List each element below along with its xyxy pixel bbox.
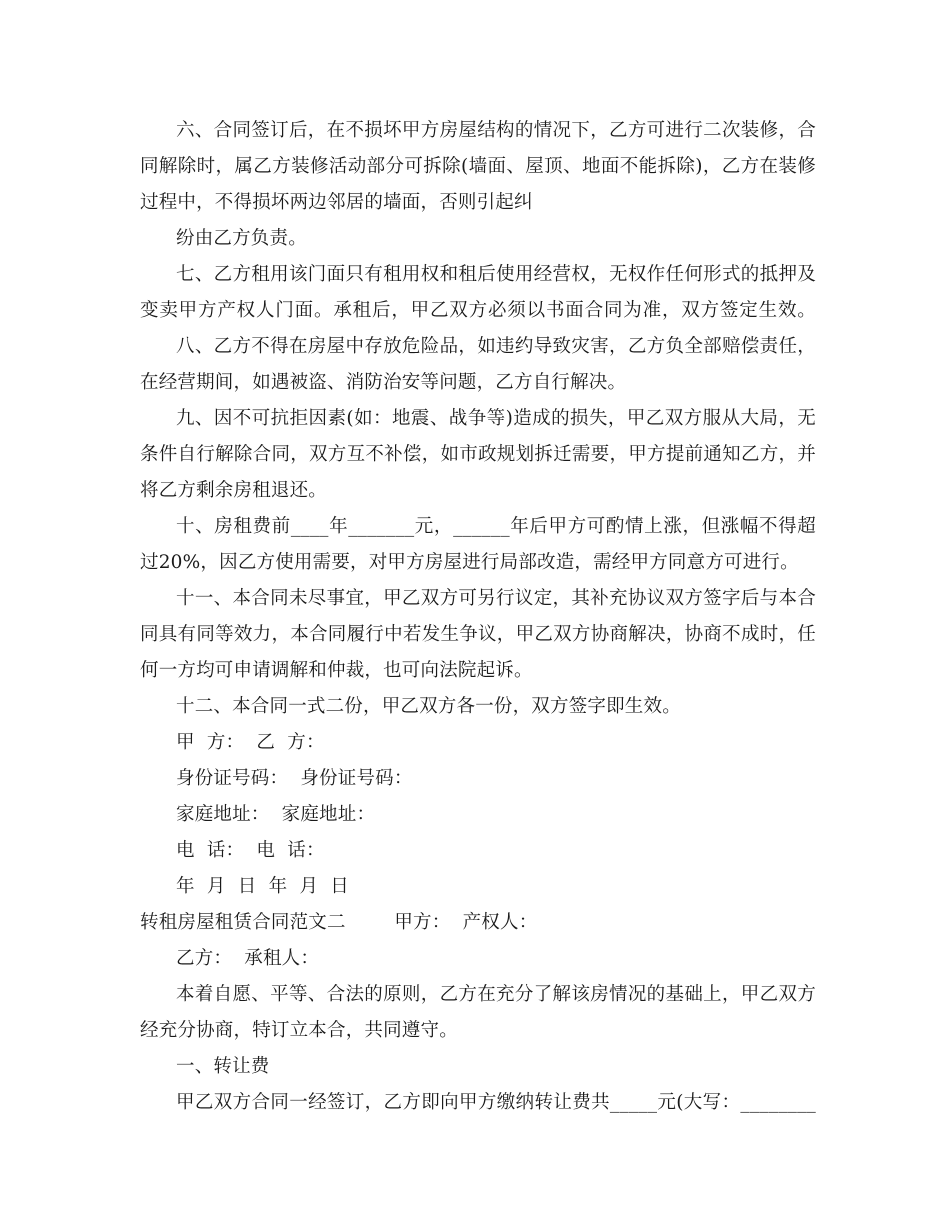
clause-11-line-3: 何一方均可申请调解和仲裁，也可向法院起诉。 — [140, 660, 533, 681]
clause-10-line-1: 十、房租费前____年_______元，______年后甲方可酌情上涨，但涨幅不得超 — [176, 516, 816, 537]
signature-date: 年 月 日 年 月 日 — [176, 876, 350, 897]
preamble-line-2: 经充分协商，特订立本合，共同遵守。 — [140, 1020, 458, 1041]
clause-10-line-2: 过20%，因乙方使用需要，对甲方房屋进行局部改造，需经甲方同意方可进行。 — [140, 552, 799, 573]
clause-9-line-2: 条件自行解除合同，双方互不补偿，如市政规划拆迁需要，甲方提前通知乙方，并 — [140, 444, 816, 465]
clause-11-line-2: 同具有同等效力，本合同履行中若发生争议，甲乙双方协商解决，协商不成时，任 — [140, 624, 816, 645]
clause-6-line-1: 六、合同签订后，在不损坏甲方房屋结构的情况下，乙方可进行二次装修，合 — [176, 120, 816, 141]
signature-phone: 电 话： 电 话： — [176, 840, 325, 861]
signature-party-labels: 甲 方： 乙 方： — [176, 732, 325, 753]
clause-8-line-1: 八、乙方不得在房屋中存放危险品，如违约导致灾害，乙方负全部赔偿责任， — [176, 336, 816, 357]
clause-6-line-4: 纷由乙方负责。 — [176, 228, 307, 249]
preamble-line-1: 本着自愿、平等、合法的原则，乙方在充分了解该房情况的基础上，甲乙双方 — [176, 984, 816, 1005]
section-transfer-fee-heading: 一、转让费 — [176, 1056, 270, 1077]
clause-9-line-3: 将乙方剩余房租退还。 — [140, 480, 328, 501]
second-contract-heading: 转租房屋租赁合同范文二 甲方： 产权人： — [140, 912, 538, 933]
clause-6-line-2: 同解除时，属乙方装修活动部分可拆除(墙面、屋顶、地面不能拆除)，乙方在装修 — [140, 156, 816, 177]
clause-12: 十二、本合同一式二份，甲乙双方各一份，双方签字即生效。 — [176, 696, 681, 717]
clause-6-line-3: 过程中，不得损坏两边邻居的墙面，否则引起纠 — [140, 192, 533, 213]
clause-7-line-1: 七、乙方租用该门面只有租用权和租后使用经营权，无权作任何形式的抵押及 — [176, 264, 816, 285]
signature-id-number: 身份证号码： 身份证号码： — [176, 768, 413, 789]
transfer-fee-line-1: 甲乙双方合同一经签订，乙方即向甲方缴纳转让费共_____元(大写：________ — [176, 1092, 816, 1113]
clause-8-line-2: 在经营期间，如遇被盗、消防治安等问题，乙方自行解决。 — [140, 372, 627, 393]
clause-9-line-1: 九、因不可抗拒因素(如：地震、战争等)造成的损失，甲乙双方服从大局，无 — [176, 408, 816, 429]
signature-home-address: 家庭地址： 家庭地址： — [176, 804, 376, 825]
second-contract-party-b: 乙方： 承租人： — [176, 948, 320, 969]
clause-7-line-2: 变卖甲方产权人门面。承租后，甲乙双方必须以书面合同为准，双方签定生效。 — [140, 300, 816, 321]
clause-11-line-1: 十一、本合同未尽事宜，甲乙双方可另行议定，其补充协议双方签字后与本合 — [176, 588, 816, 609]
